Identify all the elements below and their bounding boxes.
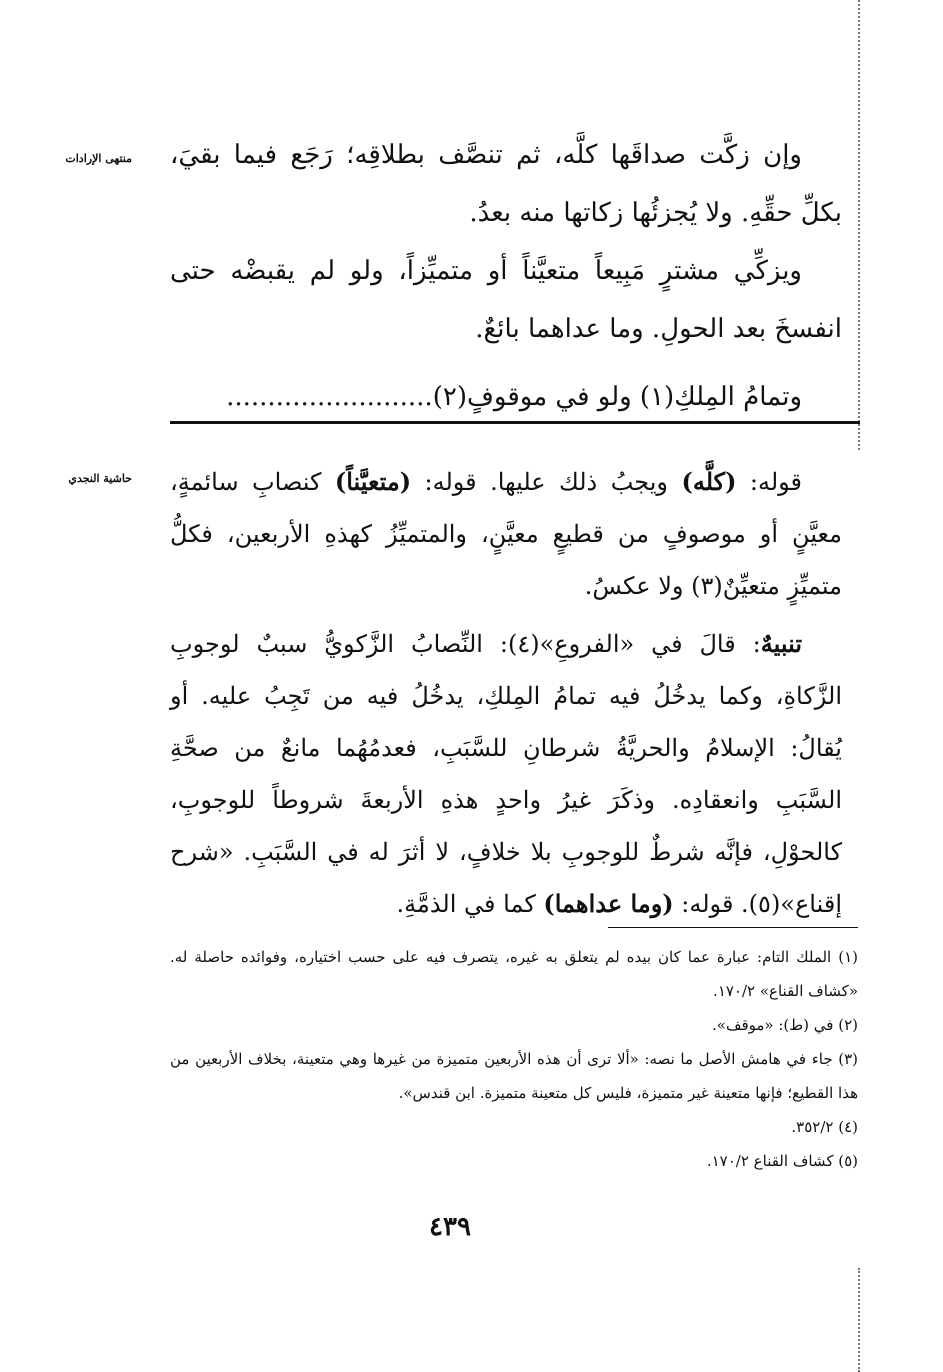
main-text (170, 126, 842, 358)
page-number: ٤٣٩ (429, 1212, 471, 1242)
margin-dotted-line-bottom (858, 1268, 860, 1372)
commentary-paragraph-1 (170, 456, 842, 612)
margin-dotted-line-top (858, 0, 860, 450)
commentary-quote-term: (كلَّه) (681, 467, 737, 496)
commentary-text (170, 456, 842, 936)
commentary-text-span: كما في الذمَّةِ. (396, 890, 544, 918)
footnotes (170, 940, 858, 1178)
margin-label-commentary: حاشية النجدي (68, 472, 132, 485)
commentary-paragraph-2 (170, 618, 842, 930)
commentary-quote-term: (وما عداهما) (543, 889, 674, 918)
commentary-text-span: كنصابِ سائمةٍ، معيَّنٍ أو موصوفٍ من قطيعٍ معيَّنٍ، والمتميِّزُ كهذهِ الأربعين، فكلُّ متميِّزٍ متعيِّنٌ(٣) ولا عكسُ. (170, 468, 842, 600)
footnote-5: (٥) كشاف القناع ١٧٠/٢. (706, 1152, 858, 1170)
main-paragraph-1: وإن زكَّت صداقَها كلَّه، ثم تنصَّف بطلاقِه؛ رَجَع فيما بقيَ، بكلِّ حقِّهِ. ولا يُجزئُها زكاتها منه بعدُ. (170, 140, 842, 228)
commentary-quote-term: (متعيَّناً) (334, 467, 412, 496)
margin-label-main-text: منتهى الإرادات (65, 152, 132, 165)
commentary-text-span: : قالَ في «الفروعِ»(٤): النِّصابُ الزَّكويُّ سببٌ لوجوبِ الزَّكاةِ، وكما يدخُلُ فيه تمامُ المِلكِ، يدخُلُ فيه من تَجِبُ عليه. أو يُقالُ: الإسلامُ والحريَّةُ شرطانِ للسَّبَبِ، فعدمُهُما مانعٌ من صحَّةِ السَّبَبِ وانعقادِه. وذكَرَ غيرُ واحدٍ هذهِ الأربعةَ شروطاً للوجوبِ، كالحوْلِ، فإنَّه شرطٌ للوجوبِ بلا خلافٍ، لا أثرَ له في السَّبَبِ. «شرح إقناع»(٥). قوله: (170, 630, 842, 918)
section-divider (170, 421, 860, 424)
commentary-text-span: ويجبُ ذلك عليها. قوله: (411, 468, 682, 496)
main-paragraph-2: ويزكِّي مشترٍ مَبِيعاً متعيَّناً أو متميِّزاً، ولو لم يقبضْه حتى انفسخَ بعد الحولِ. وما عداهما بائعٌ. (170, 256, 842, 344)
commentary-note-heading: تنبيهٌ (760, 629, 802, 658)
commentary-text-span: قوله: (736, 468, 802, 496)
footnote-2: (٢) في (ط): «موقف». (712, 1016, 858, 1034)
footnote-1: (١) الملك التام: عبارة عما كان بيده لم يتعلق به غيره، يتصرف فيه على حسب اختياره، وفوائده حاصلة له. «كشاف القناع» ١٧٠/٢. (170, 948, 858, 1000)
footnote-3: (٣) جاء في هامش الأصل ما نصه: «ألا ترى أن هذه الأربعين متميزة من غيرها وهي متعينة، بخلاف الأربعين من هذا القطيع؛ فإنها متعينة غير متميزة، فليس كل متعينة متميزة. ابن قندس». (170, 1050, 858, 1102)
footnote-4: (٤) ٣٥٢/٢. (791, 1118, 858, 1136)
footnote-separator (608, 927, 858, 928)
main-paragraph-3: وتمامُ المِلكِ(١) ولو في موقوفٍ(٢)......................... (226, 382, 802, 412)
